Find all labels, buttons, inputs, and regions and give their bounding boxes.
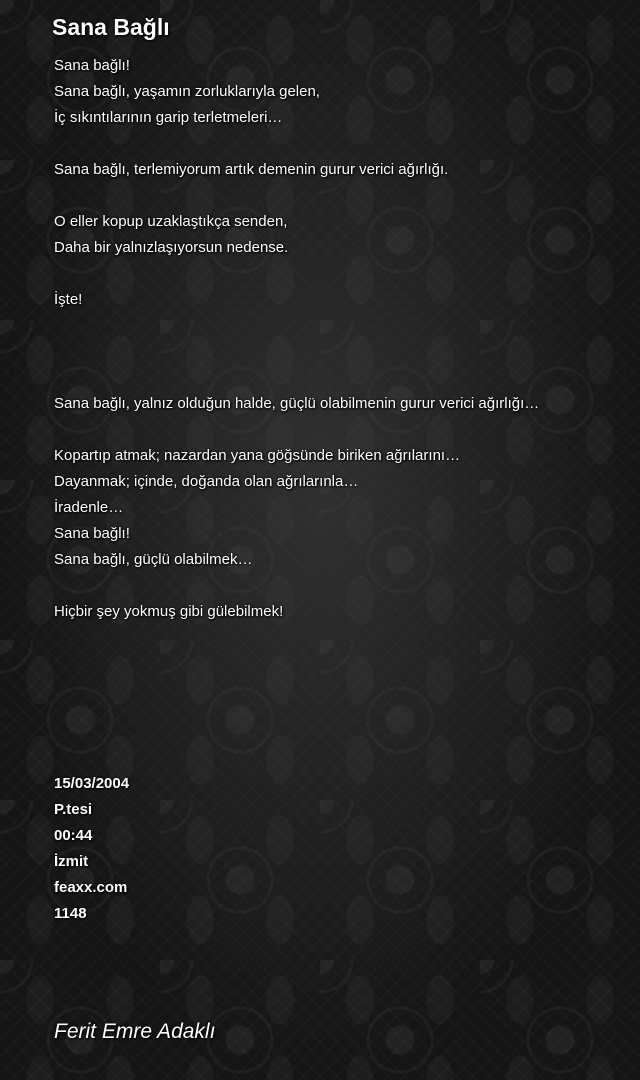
poem-line: Sana bağlı! [54,57,130,74]
stanza-break [54,313,634,391]
poem-title: Sana Bağlı [52,14,170,40]
poem-line: İradenle… [54,499,124,516]
poem-line: Kopartıp atmak; nazardan yana göğsünde biriken ağrılarını… [54,447,461,464]
stanza-break [54,131,634,157]
poem-line: Sana bağlı, yalnız olduğun halde, güçlü olabilmenin gurur verici ağırlığı… [54,395,540,412]
meta-number: 1148 [54,905,87,922]
stanza-break [54,261,634,287]
stanza-break [54,183,634,209]
poem-line: İşte! [54,291,83,308]
stanza-break [54,417,634,443]
meta-city: İzmit [54,853,89,870]
meta-site: feaxx.com [54,879,128,896]
author-name: Ferit Emre Adaklı [54,1020,216,1043]
poem-line: Dayanmak; içinde, doğanda olan ağrılarınla… [54,473,359,490]
poem-line: Sana bağlı, terlemiyorum artık demenin gurur verici ağırlığı. [54,161,449,178]
poem-line: İç sıkıntılarının garip terletmeleri… [54,109,283,126]
poem-line: Sana bağlı, güçlü olabilmek… [54,551,253,568]
meta-day: P.tesi [54,801,93,818]
stanza-break [54,573,634,599]
poem-line: Sana bağlı! [54,525,130,542]
poem-line: Daha bir yalnızlaşıyorsun nedense. [54,239,289,256]
poem-line: O eller kopup uzaklaştıkça senden, [54,213,288,230]
meta-date: 15/03/2004 [54,775,130,792]
meta-time: 00:44 [54,827,93,844]
poem-line: Sana bağlı, yaşamın zorluklarıyla gelen, [54,83,320,100]
poem-line: Hiçbir şey yokmuş gibi gülebilmek! [54,603,284,620]
poem-meta [54,771,129,927]
poem-body [54,53,634,625]
